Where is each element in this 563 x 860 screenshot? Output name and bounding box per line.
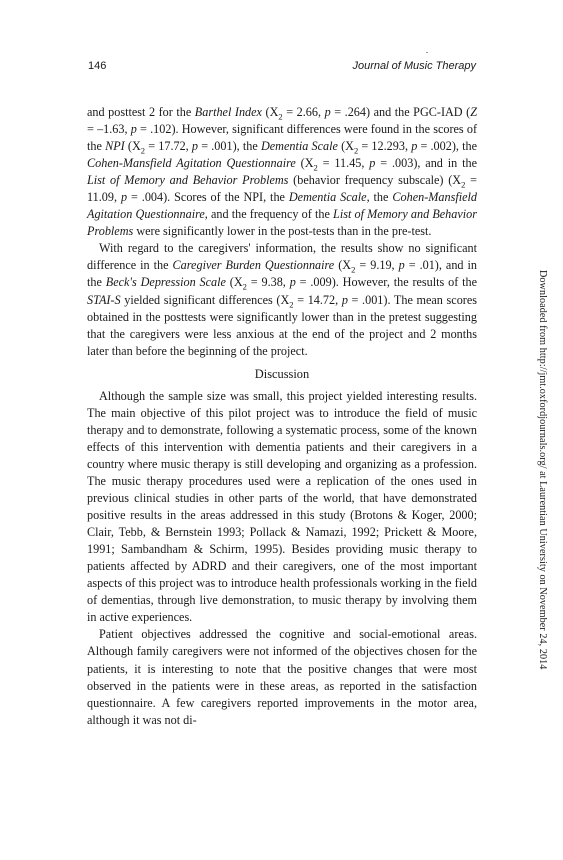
download-watermark: Downloaded from http://jmt.oxfordjournals.org/ at Laurentian University on November 24, 2014: [537, 270, 548, 670]
journal-title: Journal of Music Therapy: [352, 60, 476, 72]
results-paragraph-patients: and posttest 2 for the Barthel Index ($X_2 = 2.66$, p = .264) and the PGC-IAD (Z = –1.63, p = .102). However, significant differences were found in the scores of the NPI ($X_2 = 17.72$, p = .001), the Dementia Scale ($X_2 = 12.293$, p = .002), the Cohen-Mansfield Agitation Questionnaire ($X_2 = 11.45$, p = .003), and in the List of Memory and Behavior Problems (behavior frequency subscale) ($X_2 = 11.09$, p = .004). Scores of the NPI, the Dementia Scale, the Cohen-Mansfield Agitation Questionnaire, and the frequency of the List of Memory and Behavior Problems were significantly lower in the post-tests than in the pre-test.: [87, 105, 478, 239]
scan-speck: [426, 52, 428, 53]
article-body: [87, 104, 477, 729]
page-number: 146: [88, 60, 107, 72]
results-paragraph-caregivers: With regard to the caregivers' information, the results show no significant difference in the Caregiver Burden Questionnaire ($X_2 = 9.19$, p = .01), and in the Beck's Depression Scale ($X_2 = 9.38$, p = .009). However, the results of the STAI-S yielded significant differences ($X_2 = 14.72$, p = .001). The mean scores obtained in the posttests were significantly lower than in the pretest suggesting that the caregivers were less anxious at the end of the project and 2 months later than before the beginning of the project.: [87, 241, 478, 358]
running-header: [88, 60, 476, 76]
download-url-link[interactable]: http://jmt.oxfordjournals.org/: [537, 347, 548, 469]
discussion-paragraph-2: Patient objectives addressed the cognitive and social-emotional areas. Although family caregivers were not informed of the objectives chosen for the patients, it is interesting to note that the positive changes that were most observed in the patients were in these areas, as reported in the satisfaction questionnaire. A few caregivers reported improvements in the motor area, although it was not di-: [87, 627, 477, 727]
discussion-paragraph-1: Although the sample size was small, this project yielded interesting results. The main objective of this pilot project was to introduce the field of music therapy and to demonstrate, following a systematic process, some of the known effects of this intervention with dementia patients and their caregivers in a country where music therapy is still developing and organizing as a profession. The music therapy procedures used were a replication of the ones used in previous clinical studies in other parts of the world, that have demonstrated positive results in the areas addressed in this study (Brotons & Koger, 2000; Clair, Tebb, & Bernstein 1993; Pollack & Namazi, 1992; Prickett & Moore, 1991; Sambandham & Schirm, 1995). Besides providing music therapy to patients affected by ADRD and their caregivers, one of the most important aspects of this project was to introduce health professionals working in the field of dementias, through live demonstration, to music therapy by involving them in active experiences.: [87, 388, 477, 625]
section-heading-discussion: Discussion: [254, 366, 310, 381]
